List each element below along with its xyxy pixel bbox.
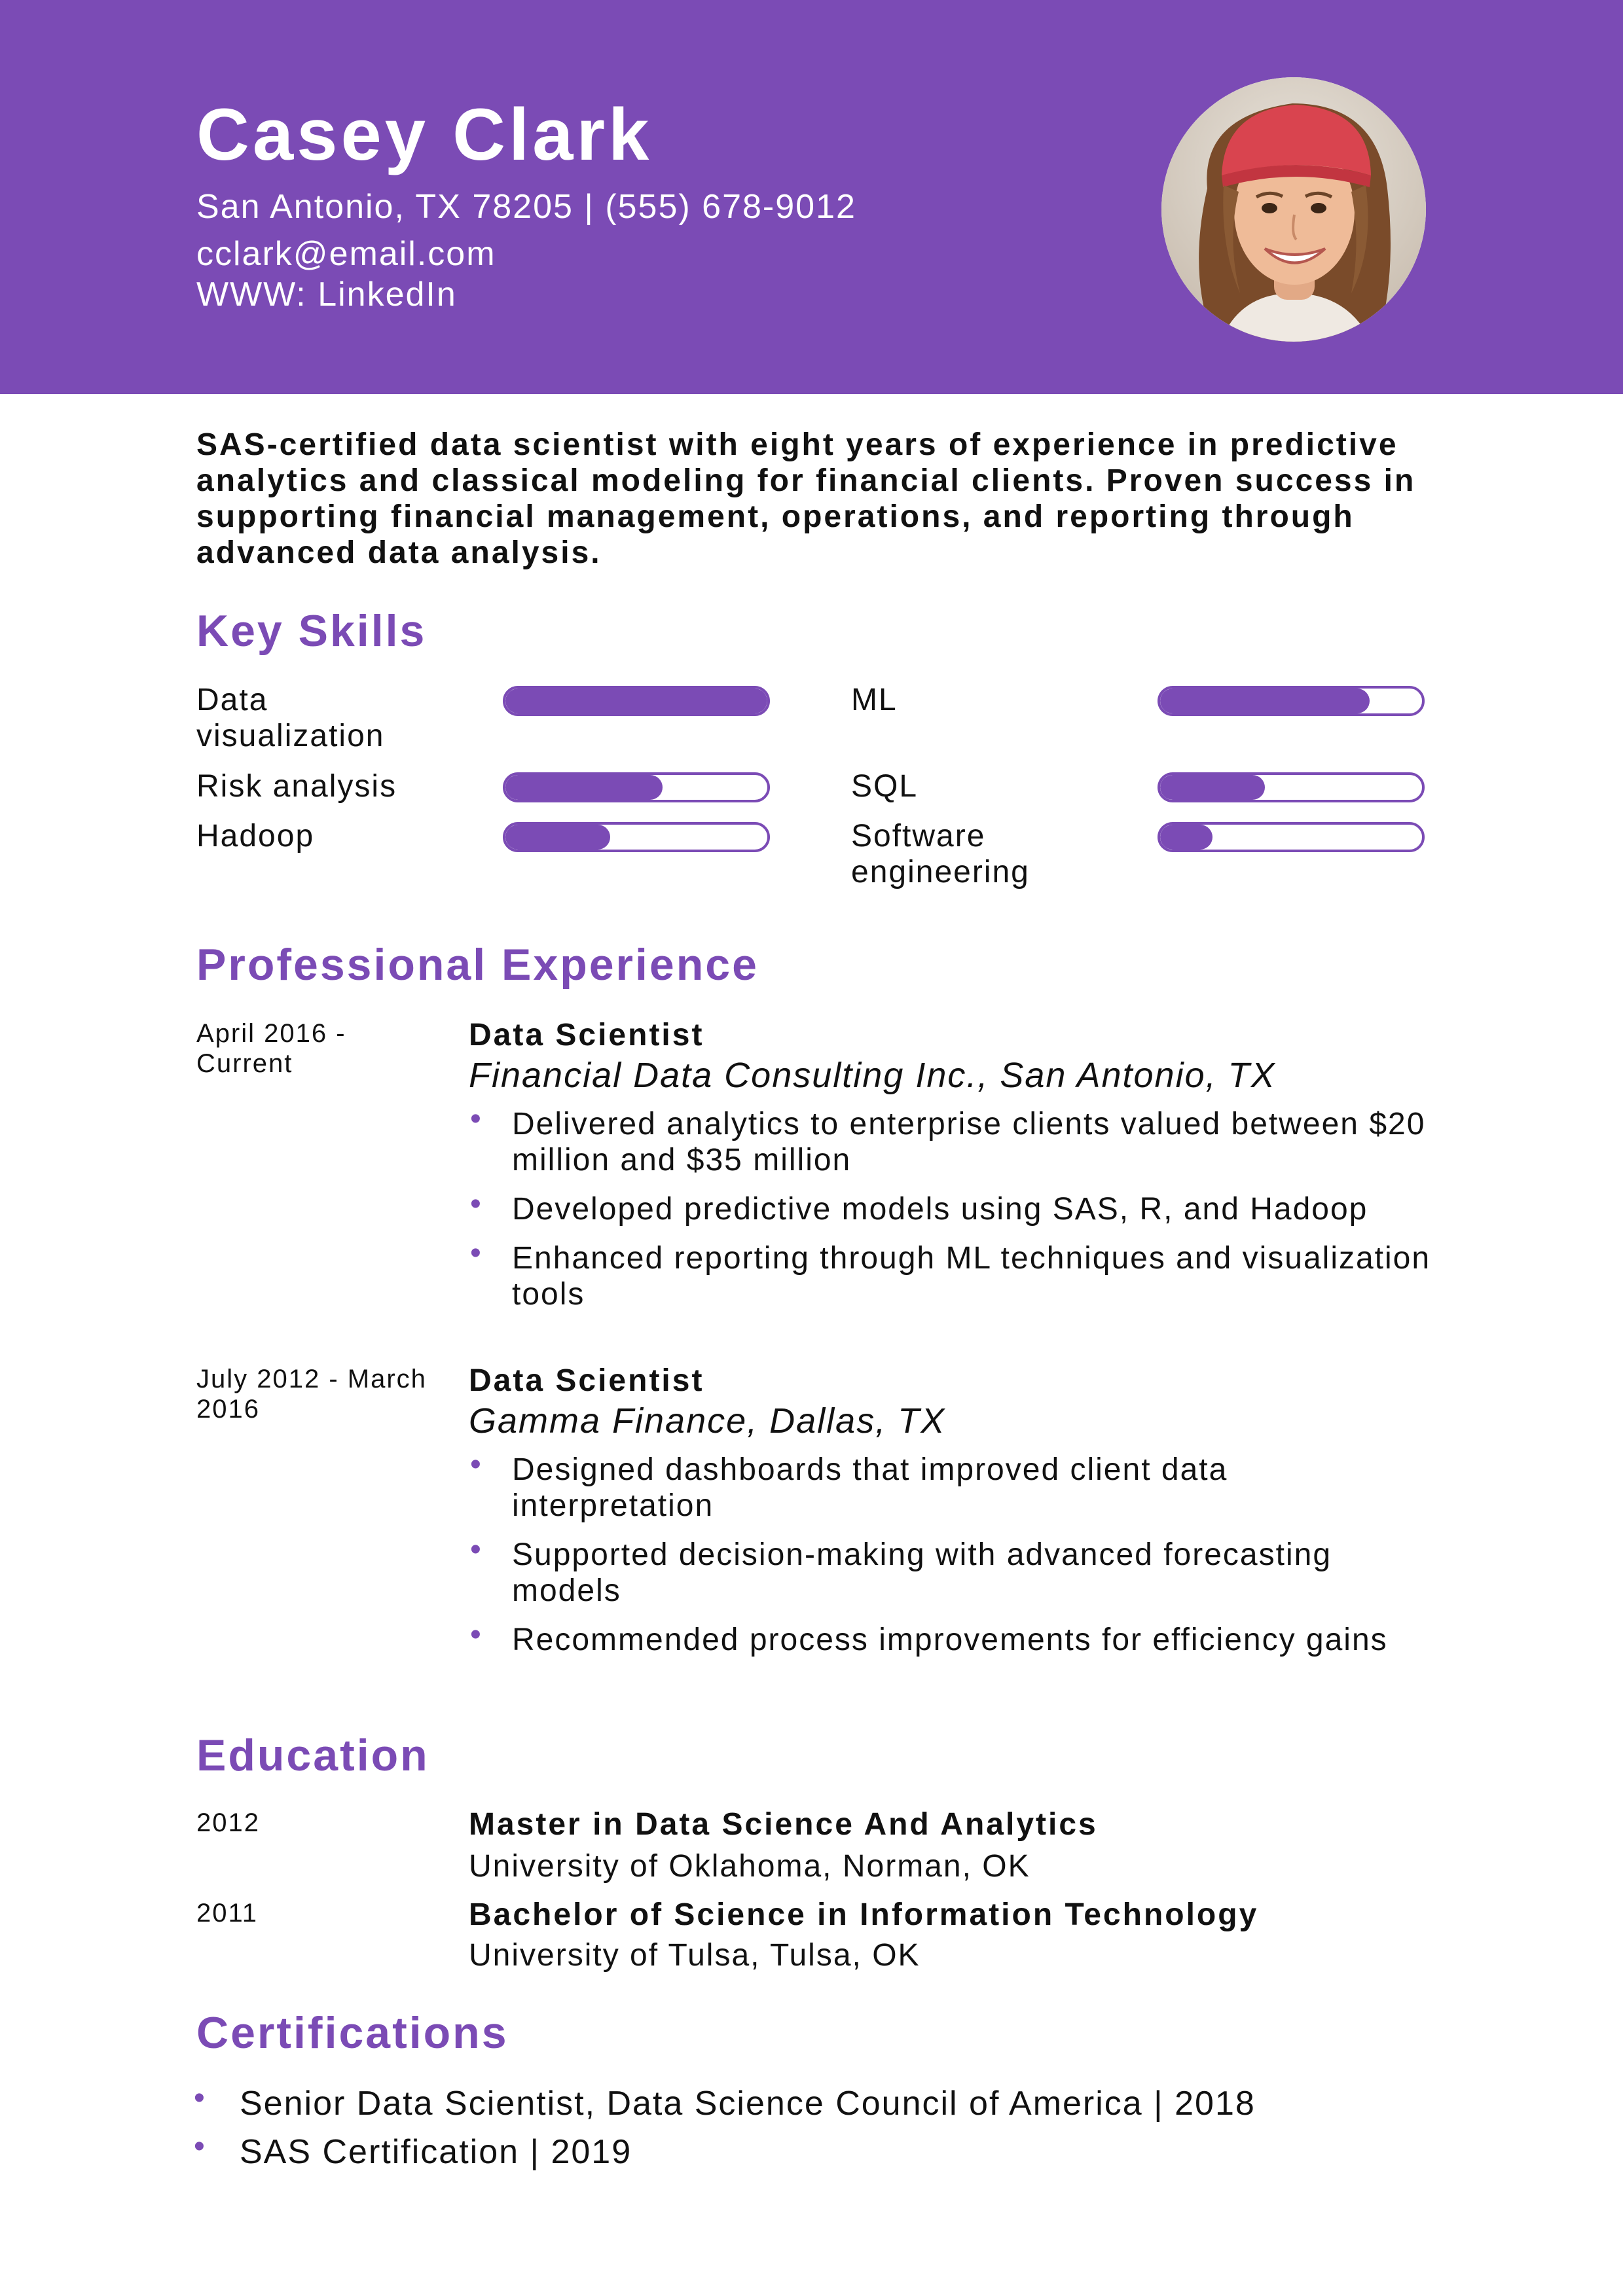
job-dates: July 2012 - March 2016 bbox=[196, 1365, 427, 1424]
section-heading-education: Education bbox=[196, 1731, 429, 1780]
skill-label: Hadoop bbox=[196, 819, 315, 853]
job-bullets bbox=[469, 1102, 1438, 1325]
education-year: 2012 bbox=[196, 1808, 260, 1837]
header-banner bbox=[0, 0, 1623, 394]
skill-label: ML bbox=[851, 683, 898, 717]
skill-bar bbox=[1158, 772, 1425, 802]
section-heading-skills: Key Skills bbox=[196, 606, 427, 656]
profile-photo bbox=[1161, 77, 1426, 342]
list-item bbox=[194, 2081, 1438, 2123]
job-bullets bbox=[469, 1447, 1438, 1671]
email-link[interactable]: cclark@email.com bbox=[196, 235, 496, 273]
skill-bar bbox=[503, 822, 770, 852]
list-item bbox=[469, 1102, 1438, 1178]
list-item bbox=[469, 1617, 1438, 1658]
degree-title: Master in Data Science And Analytics bbox=[469, 1807, 1098, 1842]
skill-label: Risk analysis bbox=[196, 769, 397, 804]
degree-title: Bachelor of Science in Information Technology bbox=[469, 1897, 1259, 1932]
section-heading-certifications: Certifications bbox=[196, 2008, 509, 2058]
website-link[interactable]: WWW: LinkedIn bbox=[196, 276, 457, 314]
skill-bar bbox=[503, 772, 770, 802]
skill-bar-fill bbox=[505, 775, 663, 800]
list-item bbox=[469, 1532, 1438, 1609]
bullet-dot-icon: • bbox=[194, 2081, 206, 2115]
bullet-dot-icon: • bbox=[470, 1532, 483, 1567]
candidate-name: Casey Clark bbox=[196, 94, 653, 175]
skill-label: SQL bbox=[851, 769, 919, 804]
skill-bar bbox=[1158, 686, 1425, 716]
certification-list bbox=[194, 2081, 1438, 2182]
bullet-dot-icon: • bbox=[470, 1447, 483, 1482]
skill-bar-fill bbox=[1160, 825, 1213, 850]
professional-summary: SAS-certified data scientist with eight years of experience in predictive analytics and classical modeling for financial clients. Proven success in supporting financial management, operations, and reporting through advanced data analysis. bbox=[196, 427, 1416, 570]
bullet-dot-icon: • bbox=[194, 2129, 206, 2164]
education-year: 2011 bbox=[196, 1899, 259, 1928]
school-name: University of Tulsa, Tulsa, OK bbox=[469, 1938, 921, 1973]
list-item bbox=[469, 1236, 1438, 1312]
bullet-dot-icon: • bbox=[470, 1236, 483, 1270]
certification-text: SAS Certification | 2019 bbox=[240, 2133, 632, 2171]
bullet-text: Enhanced reporting through ML techniques and visualization tools bbox=[512, 1241, 1431, 1312]
bullet-text: Developed predictive models using SAS, R, and Hadoop bbox=[512, 1192, 1368, 1227]
company-name: Gamma Finance, Dallas, TX bbox=[469, 1401, 946, 1441]
skill-label: Software engineering bbox=[851, 819, 1030, 889]
list-item bbox=[469, 1187, 1438, 1227]
skill-bar-fill bbox=[1160, 689, 1370, 713]
bullet-text: Designed dashboards that improved client data interpretation bbox=[512, 1452, 1228, 1523]
certification-text: Senior Data Scientist, Data Science Council of America | 2018 bbox=[240, 2085, 1256, 2123]
school-name: University of Oklahoma, Norman, OK bbox=[469, 1849, 1030, 1884]
avatar bbox=[1161, 77, 1426, 342]
skill-label: Data visualization bbox=[196, 683, 385, 753]
company-name: Financial Data Consulting Inc., San Antonio, TX bbox=[469, 1056, 1276, 1095]
skill-bar bbox=[503, 686, 770, 716]
bullet-dot-icon: • bbox=[470, 1617, 483, 1652]
skill-bar-fill bbox=[1160, 775, 1265, 800]
job-title: Data Scientist bbox=[469, 1363, 704, 1398]
section-heading-experience: Professional Experience bbox=[196, 940, 759, 990]
list-item bbox=[194, 2129, 1438, 2171]
skill-bar-fill bbox=[505, 825, 610, 850]
job-dates: April 2016 - Current bbox=[196, 1019, 346, 1078]
bullet-text: Delivered analytics to enterprise clients valued between $20 million and $35 million bbox=[512, 1107, 1426, 1177]
bullet-text: Recommended process improvements for efficiency gains bbox=[512, 1623, 1388, 1657]
bullet-text: Supported decision-making with advanced forecasting models bbox=[512, 1537, 1332, 1608]
skill-bar bbox=[1158, 822, 1425, 852]
list-item bbox=[469, 1447, 1438, 1524]
bullet-dot-icon: • bbox=[470, 1102, 483, 1136]
bullet-dot-icon: • bbox=[470, 1187, 483, 1221]
skill-bar-fill bbox=[505, 689, 767, 713]
job-title: Data Scientist bbox=[469, 1018, 704, 1052]
location-phone: San Antonio, TX 78205 | (555) 678-9012 bbox=[196, 188, 856, 226]
